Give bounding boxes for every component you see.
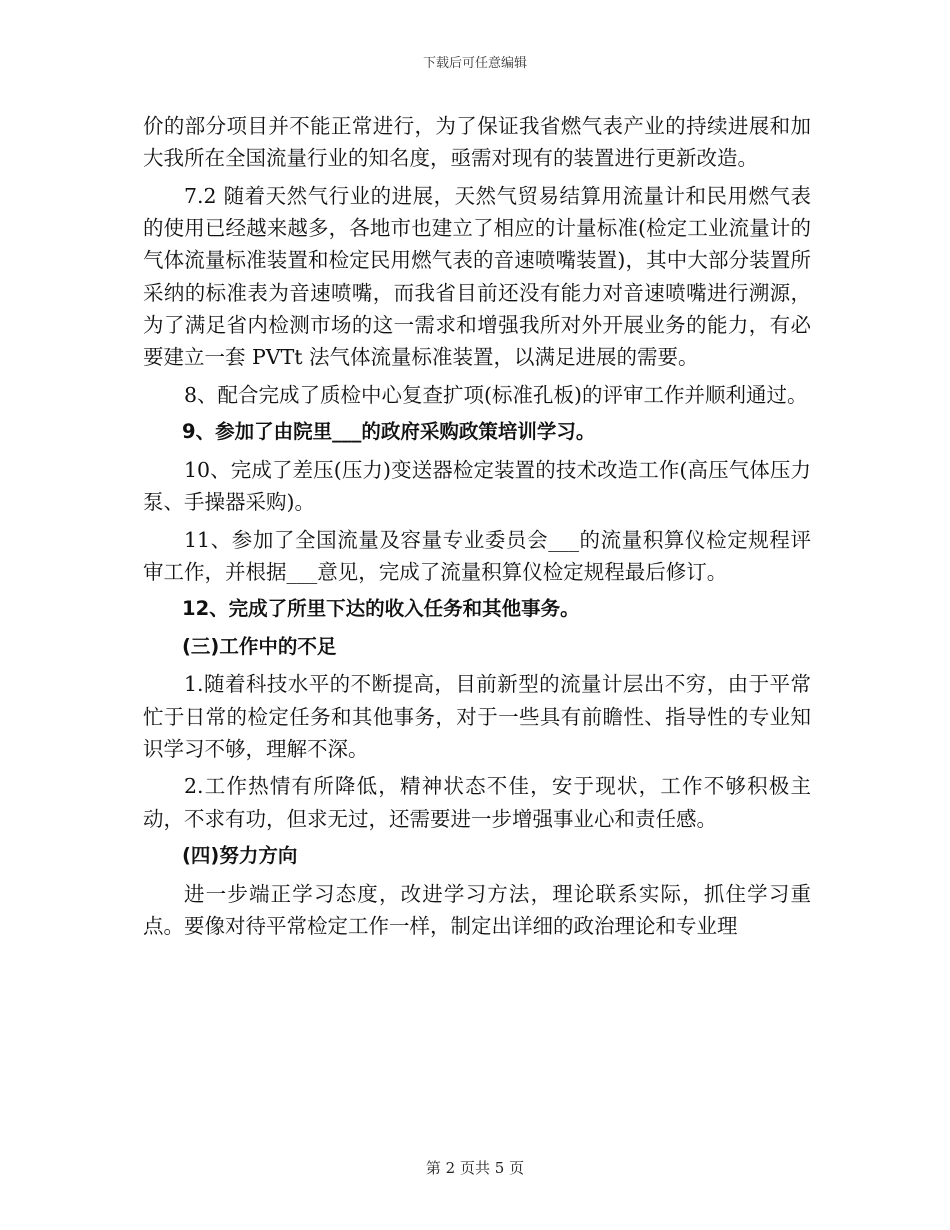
page-header: 下载后可任意编辑 <box>422 56 527 71</box>
paragraph-8: 8、配合完成了质检中心复查扩项(标准孔板)的评审工作并顺利通过。 <box>184 382 808 407</box>
page-footer: 第 2 页共 5 页 <box>425 1159 525 1177</box>
paragraph-shortcoming-2: 2.工作热情有所降低，精神状态不佳，安于现状，工作不够积极主动，不求有功，但求无过，还需要进一步增强事业心和责任感。 <box>143 774 811 831</box>
paragraph-11: 11、参加了全国流量及容量专业委员会___的流量积算仪检定规程评审工作，并根据___意见，完成了流量积算仪检定规程最后修订。 <box>143 527 811 584</box>
paragraph-9: 9、参加了由院里___的政府采购政策培训学习。 <box>182 420 596 444</box>
document-body <box>143 110 811 942</box>
paragraph-12: 12、完成了所里下达的收入任务和其他事务。 <box>182 597 580 621</box>
paragraph-continuation: 价的部分项目并不能正常进行，为了保证我省燃气表产业的持续进展和加大我所在全国流量行业的知名度，亟需对现有的装置进行更新改造。 <box>143 114 811 171</box>
paragraph-shortcoming-1: 1.随着科技水平的不断提高，目前新型的流量计层出不穷，由于平常忙于日常的检定任务和其他事务，对于一些具有前瞻性、指导性的专业知识学习不够，理解不深。 <box>143 672 811 761</box>
paragraph-7-2: 7.2 随着天然气行业的进展，天然气贸易结算用流量计和民用燃气表的使用已经越来越多，各地市也建立了相应的计量标准(检定工业流量计的气体流量标准装置和检定民用燃气表的音速喷嘴装置)，其中大部分装置所采纳的标准表为音速喷嘴，而我省目前还没有能力对音速喷嘴进行溯源，为了满足省内检测市场的这一需求和增强我所对外开展业务的能力，有必要建立一套 PVTt 法气体流量标准装置，以满足进展的需要。 <box>143 183 811 370</box>
section-heading-direction: (四)努力方向 <box>182 844 298 868</box>
section-heading-shortcomings: (三)工作中的不足 <box>182 634 337 658</box>
paragraph-direction: 进一步端正学习态度，改进学习方法，理论联系实际，抓住学习重点。要像对待平常检定工作一样，制定出详细的政治理论和专业理 <box>143 881 811 938</box>
paragraph-10: 10、完成了差压(压力)变送器检定装置的技术改造工作(高压气体压力泵、手操器采购)。 <box>143 457 811 515</box>
